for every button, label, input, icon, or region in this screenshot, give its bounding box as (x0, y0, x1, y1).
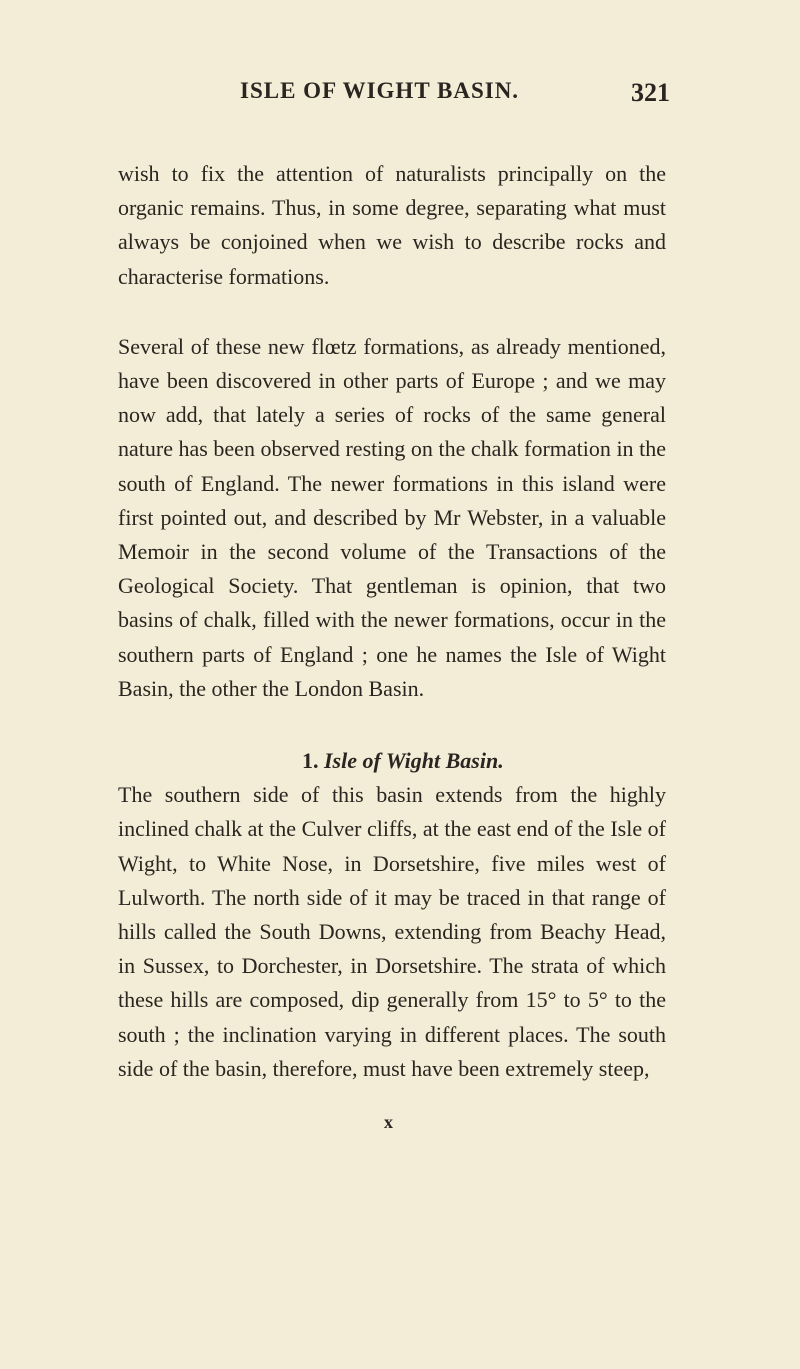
paragraph-2: Several of these new flœtz formations, as already mentioned, have been discovered in other parts of Europe ; and we may now add, that lately a series of rocks of the same general nature has been observed resting on the chalk formation in the south of England. The newer formations in this island were first pointed out, and described by Mr Webster, in a valuable Memoir in the second volume of the Transactions of the Geological Society. That gentleman is opinion, that two basins of chalk, filled with the newer formations, occur in the southern parts of England ; one he names the Isle of Wight Basin, the other the London Basin. (118, 333, 666, 701)
signature-mark: x (384, 1112, 394, 1132)
section-number: 1. (302, 748, 319, 774)
section-title: Isle of Wight Basin. (324, 748, 504, 774)
section-paragraph: The southern side of this basin extends from the highly inclined chalk at the Culver cliffs, at the east end of the Isle of Wight, to White Nose, in Dorsetshire, five miles west of Lulworth. The north side of it may be traced in that range of hills called the South Downs, extending from Beachy Head, in Sussex, to Dorchester, in Dorsetshire. The strata of which these hills are composed, dip generally from 15° to 5° to the south ; the inclination varying in different places. The south side of the basin, therefore, must have been extremely steep, (118, 782, 666, 1081)
paragraph-1: wish to fix the attention of naturalists principally on the organic remains. Thus, in some degree, separating what must always be conjoined when we wish to describe rocks and characterise formations. (118, 161, 666, 289)
page-number: 321 (631, 78, 670, 107)
section-heading (118, 744, 666, 778)
running-title: ISLE OF WIGHT BASIN. (240, 78, 520, 103)
page-body (118, 157, 666, 1086)
page-header (240, 78, 670, 118)
